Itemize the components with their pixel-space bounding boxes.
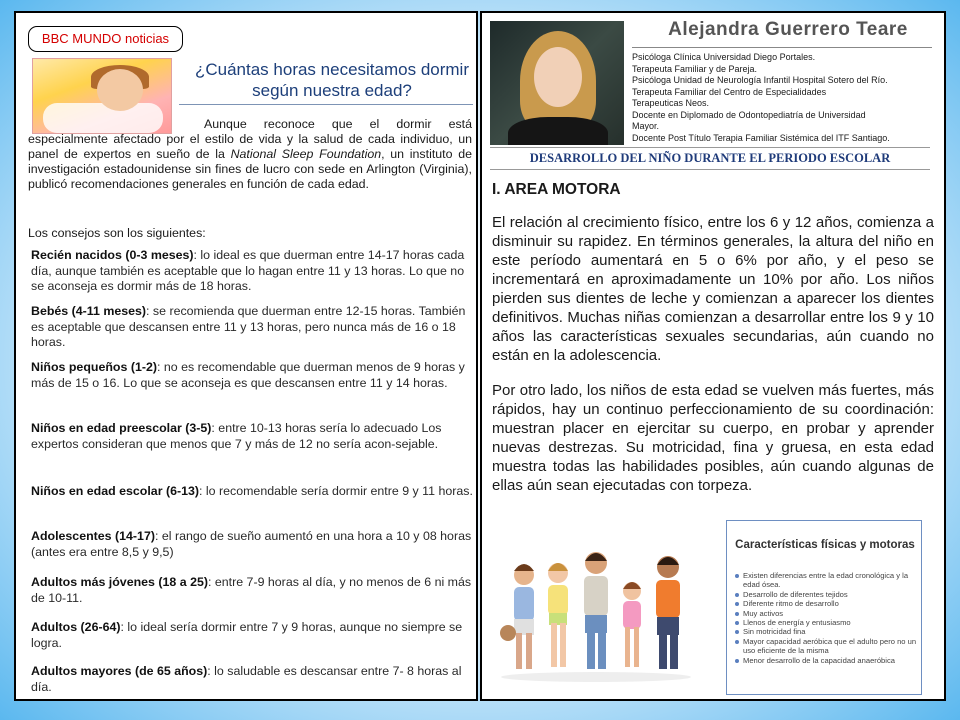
credential-line: Docente Post Título Terapia Familiar Sistémica del ITF Santiago. [632, 132, 890, 143]
advice-item: Adultos mayores (de 65 años): lo saludable es descansar entre 7- 8 horas al día. [31, 664, 462, 694]
author-name: Alejandra Guerrero Teare [668, 19, 908, 40]
traits-list [735, 571, 919, 665]
list-item: Mayor capacidad aeróbica que el adulto pero no un uso eficiente de la misma [735, 637, 919, 656]
list-item: Muy activos [735, 609, 919, 618]
title-divider [179, 104, 473, 105]
body-paragraph: Por otro lado, los niños de esta edad se vuelven más fuertes, más rápidos, hay un continuo perfeccionamiento de su coordinación: muestran placer en ejercitar su cuerpo, en probar y aprender nuevas destrezas. Su motricidad, fina y gruesa, en esta edad muestra todas las habilidades posibles, aún cuando algunas de ellas aún sean ejecutadas con torpeza. [492, 382, 934, 494]
advice-item: Niños pequeños (1-2): no es recomendable que duerman menos de 9 horas y más de 15 o 16. Lo que se aconseja es que descansen entre 11 y 14 horas. [31, 360, 465, 390]
advice-item: Adultos (26-64): lo ideal sería dormir entre 7 y 9 horas, aunque no siempre se logra. [31, 620, 463, 650]
advice-item: Niños en edad escolar (6-13): lo recomendable sería dormir entre 9 y 11 horas. [31, 484, 473, 498]
children-photo [496, 533, 696, 683]
organization-name: National Sleep Foundation [230, 147, 382, 161]
sleep-article-panel [14, 11, 478, 701]
article-title: ¿Cuántas horas necesitamos dormir según nuestra edad? [194, 60, 469, 100]
advice-item: Adultos más jóvenes (18 a 25): entre 7-9 horas al día, y no menos de 6 ni más de 10-11. [31, 575, 472, 605]
author-name-divider [632, 47, 932, 48]
list-item: Menor desarrollo de la capacidad anaeróbica [735, 656, 919, 665]
advice-item: Niños en edad preescolar (3-5): entre 10-13 horas sería lo adecuado Los expertos consideran que menos que 7 y más de 12 no sería acon-sejable. [31, 421, 442, 451]
list-item: Diferente ritmo de desarrollo [735, 599, 919, 608]
credential-line: Docente en Diplomado de Odontopediatría de Universidad [632, 109, 866, 120]
credential-line: Mayor. [632, 121, 660, 131]
subsection-heading: I. AREA MOTORA [492, 181, 621, 198]
author-credentials [632, 52, 944, 144]
body-paragraph: El relación al crecimiento físico, entre los 6 y 12 años, comienza a disminuir su rapidez. En términos generales, la altura del niño en este período aumentará en 5 o 6% por año, y el peso se incrementará en aproximadamente un 10% por año. Los niños pierden sus dientes de leche y comienzan a aparecer los dientes definitivos. Muchas niñas comienzan a desarrollar entre los 9 y 10 años las características sexuales secundarias, aún cuando no están en la adolescencia. [492, 214, 934, 364]
list-item: Existen diferencias entre la edad cronológica y la edad ósea. [735, 571, 919, 590]
credential-line: Psicóloga Clínica Universidad Diego Portales. [632, 52, 816, 62]
traits-box [726, 520, 922, 695]
section-divider [490, 169, 930, 170]
intro-paragraph: Aunque reconoce que el dormir está especialmente afectado por el estilo de vida y la salud de cada individuo, un panel de expertos en sueño de la National Sleep Foundation, un instituto de investigación estadounidense sin fines de lucro con sede en Arlington (Virginia), publicó recomendaciones generales en función de cada edad. [28, 117, 472, 191]
list-item: Llenos de energía y entusiasmo [735, 618, 919, 627]
child-development-panel [480, 11, 946, 701]
advice-item: Bebés (4-11 meses): se recomienda que duerman entre 12-15 horas. También es aceptable que descansen entre 11 y 13 horas, pero nunca más de 16 o 18 horas. [31, 304, 466, 349]
advice-item: Adolescentes (14-17): el rango de sueño aumentó en una hora a 10 y 08 horas (antes era entre 8,5 y 9,5) [31, 529, 472, 559]
credential-line: Terapeuticas Neos. [632, 98, 710, 108]
author-photo [490, 21, 624, 145]
advice-item: Recién nacidos (0-3 meses): lo ideal es que duerman entre 14-17 horas cada día, aunque también es aceptable que lo hagan entre 11 y 13 horas. Lo que no se aconseja es dormir más de 18 horas. [31, 248, 465, 293]
advice-lead: Los consejos son los siguientes: [28, 226, 206, 240]
credential-line: Terapeuta Familiar y de Pareja. [632, 63, 758, 74]
section-title: DESARROLLO DEL NIÑO DURANTE EL PERIODO ESCOLAR [529, 151, 891, 165]
source-badge: BBC MUNDO noticias [28, 26, 183, 52]
credential-line: Terapeuta Familiar del Centro de Especialidades [632, 86, 827, 97]
credential-line: Psicóloga Unidad de Neurología Infantil Hospital Sotero del Río. [632, 75, 888, 85]
section-divider [490, 147, 930, 148]
traits-title: Características físicas y motoras [735, 539, 915, 551]
list-item: Desarrollo de diferentes tejidos [735, 590, 919, 599]
list-item: Sin motricidad fina [735, 627, 919, 636]
